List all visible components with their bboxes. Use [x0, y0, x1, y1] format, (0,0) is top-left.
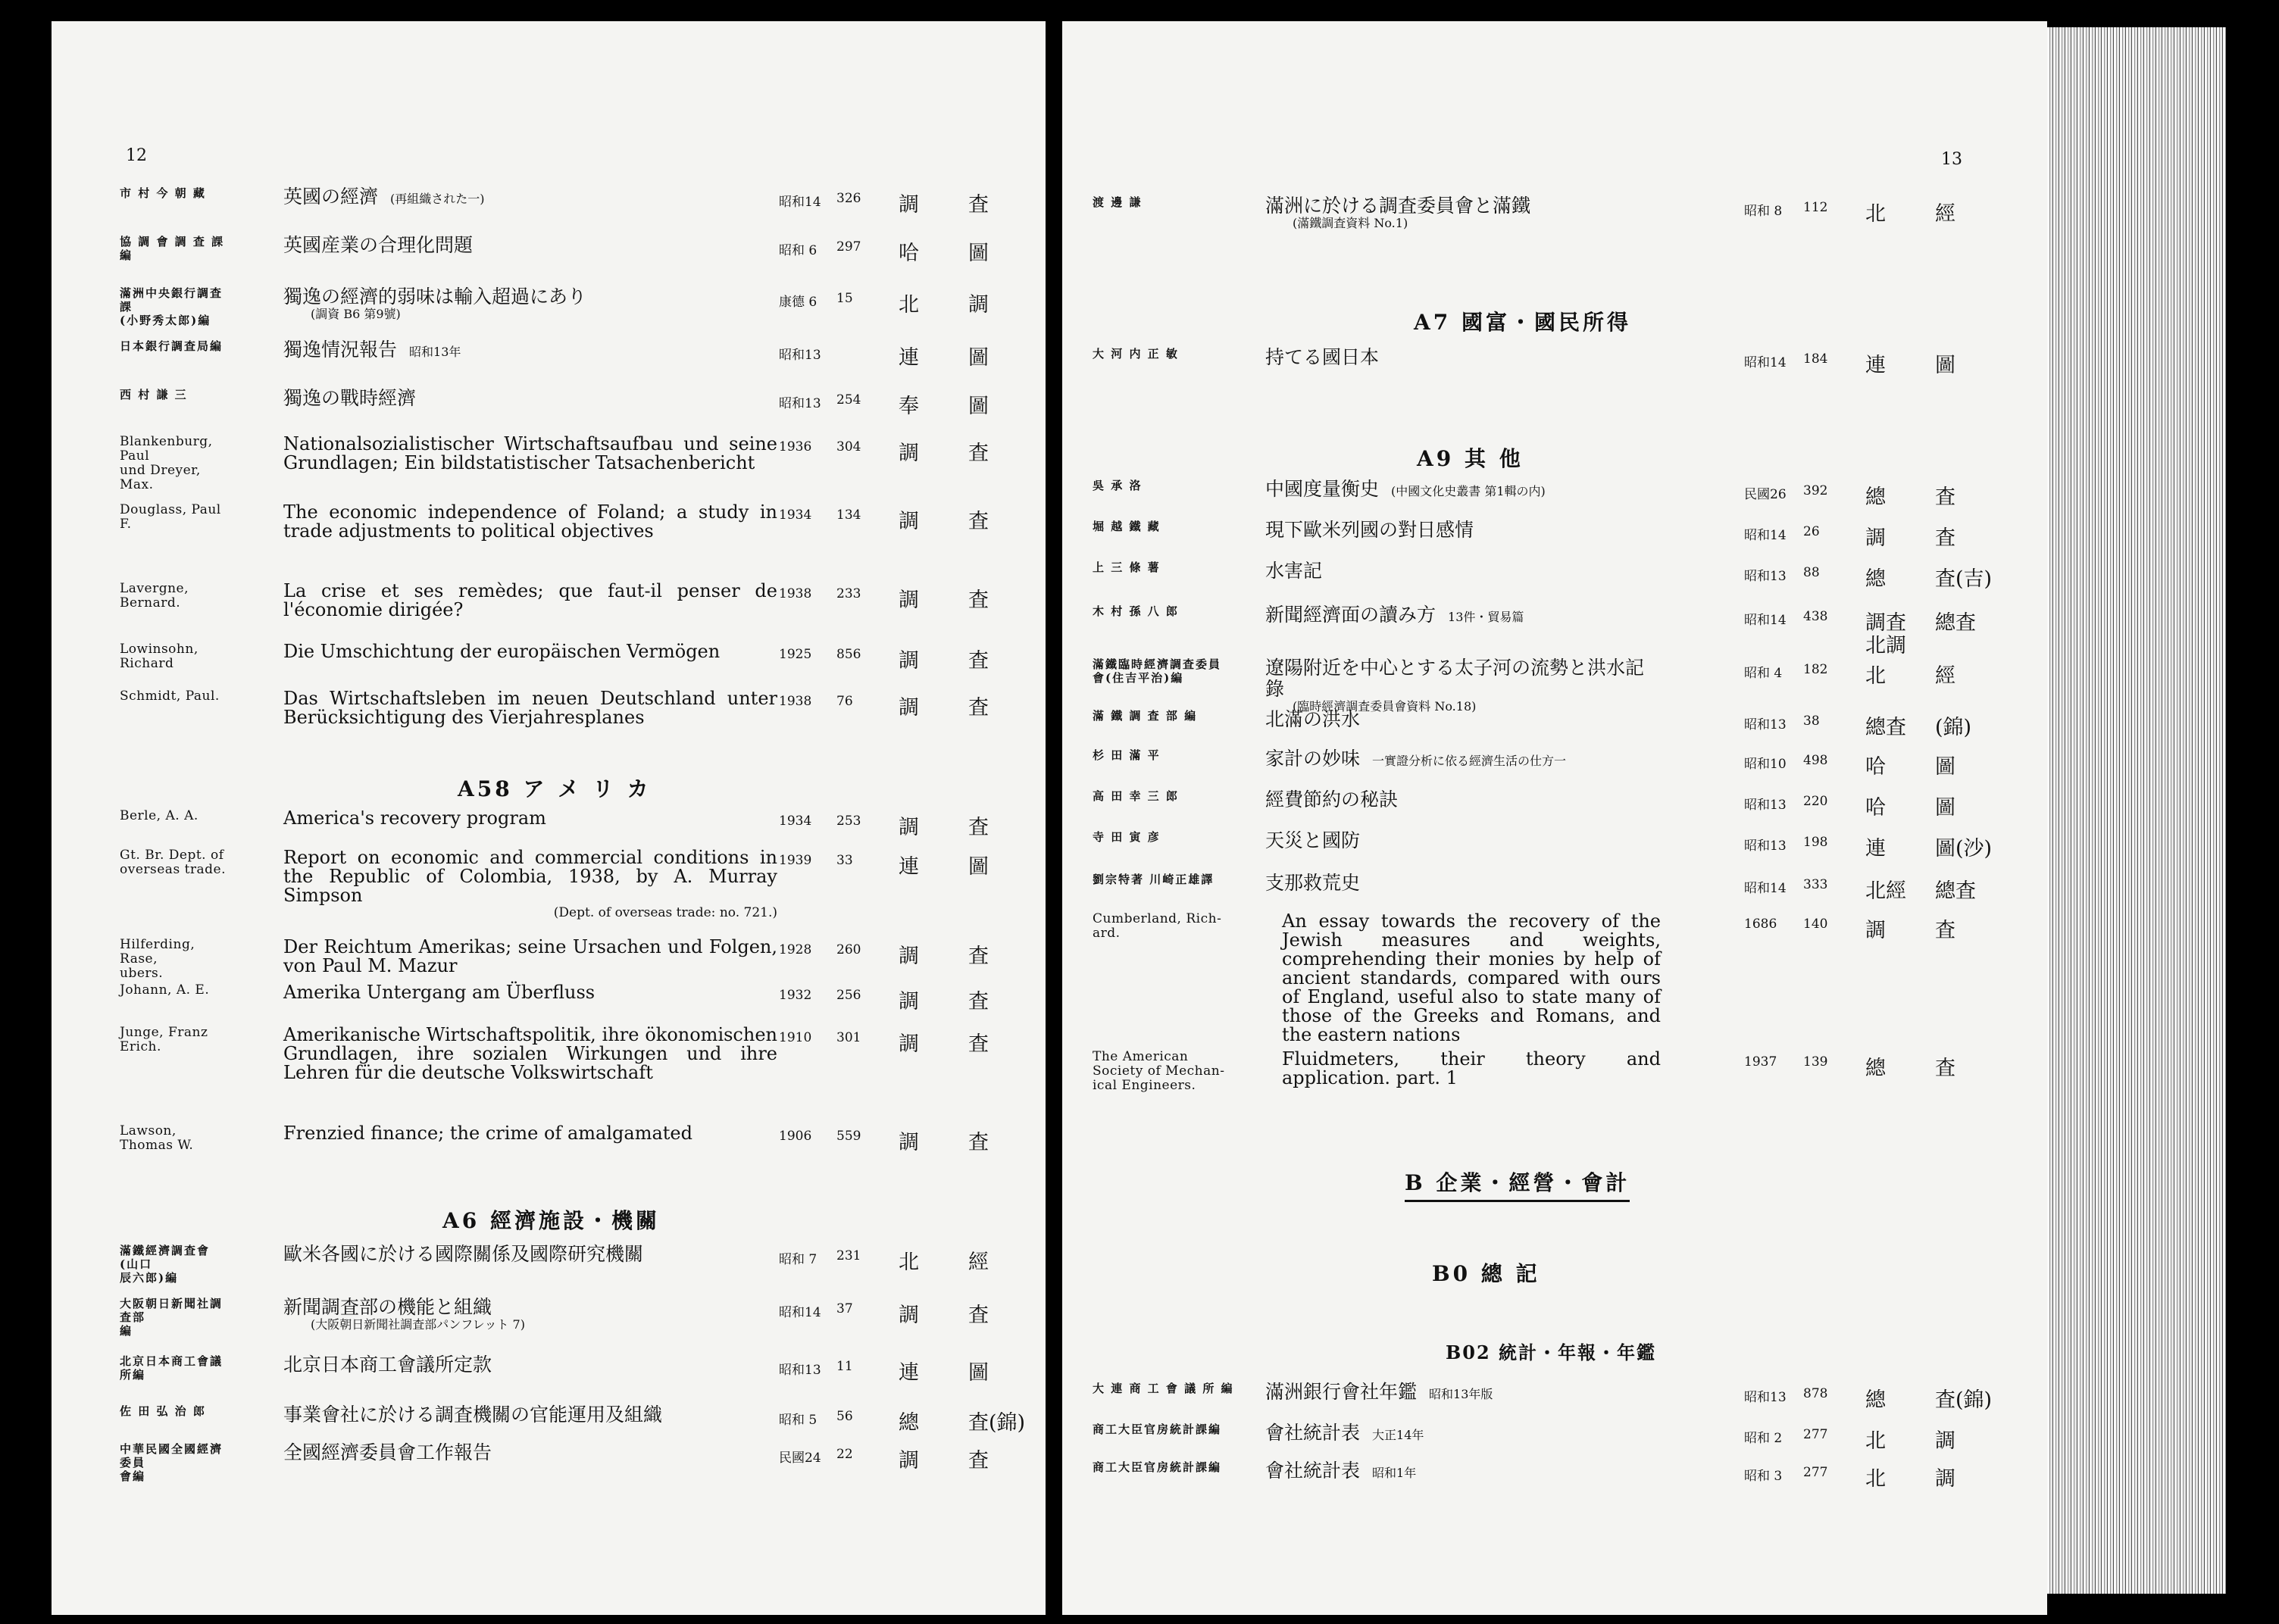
- entry-pages: 139: [1803, 1054, 1828, 1070]
- entry-title: [283, 1124, 777, 1143]
- entry-author: Blankenburg, Paul und Dreyer, Max.: [120, 434, 213, 492]
- entry-author: 滿 鐵 調 査 部 編: [1093, 709, 1198, 723]
- location-code: 經: [1935, 202, 1955, 226]
- entry-year: 昭和14: [1744, 355, 1787, 370]
- entry-title: [1282, 1050, 1661, 1088]
- location-code: 調: [899, 193, 919, 217]
- entry-title-text: Der Reichtum Amerikas; seine Ursachen und Folgen, von Paul M. Mazur: [283, 936, 777, 976]
- entry-year: 昭和13: [779, 396, 821, 411]
- entry-title-text: Amerika Untergang am Überfluss: [283, 982, 596, 1003]
- entry-title: [283, 503, 777, 541]
- entry-title-text: 水害記: [1265, 560, 1323, 582]
- entry-subtitle: (調資 B6 第9號): [311, 307, 401, 321]
- location-code: 査: [968, 1032, 989, 1056]
- entry-title-text: 新聞經濟面の讀み方: [1265, 604, 1436, 626]
- entry-note: (中國文化史叢書 第1輯の内): [1391, 484, 1546, 498]
- entry-title-text: 中國度量衡史: [1265, 478, 1380, 500]
- entry-year: 民國24: [779, 1451, 821, 1466]
- entry-title-text: 事業會社に於ける調査機關の官能運用及組織: [283, 1404, 663, 1426]
- location-code: 總: [1865, 1057, 1886, 1080]
- entry-year: 1686: [1744, 917, 1777, 932]
- entry-title: [1265, 1460, 1644, 1484]
- entry-title-text: 會社統計表: [1265, 1460, 1361, 1482]
- entry-pages: 88: [1803, 565, 1820, 580]
- entry-pages: 22: [836, 1447, 853, 1462]
- entry-author: 市 村 今 朝 藏: [120, 186, 206, 200]
- entry-title-text: America's recovery program: [283, 807, 546, 829]
- location-code: 北: [899, 293, 919, 317]
- entry-note: 一實證分析に依る經濟生活の仕方一: [1372, 754, 1567, 768]
- entry-pages: 254: [836, 392, 861, 408]
- entry-title: [1265, 479, 1644, 502]
- location-code: 圖: [968, 346, 989, 370]
- entry-year: 昭和 7: [779, 1252, 818, 1267]
- location-code: 査: [968, 816, 989, 839]
- entry-title-text: Nationalsozialistischer Wirtschaftsaufbau und seine Grundlagen; Ein bildstatistischer Tatsachenbericht: [283, 433, 777, 473]
- entry-year: 昭和13: [779, 1363, 821, 1378]
- entry-author: 大阪朝日新聞社調査部 編: [120, 1297, 224, 1338]
- entry-title-text: 天災と國防: [1265, 829, 1361, 851]
- location-code: 總: [899, 1411, 919, 1435]
- location-code: 査: [1935, 1057, 1955, 1080]
- entry-title: [283, 286, 777, 321]
- section-heading-a6: A6 經濟施設・機關: [442, 1208, 660, 1233]
- entry-pages: 559: [836, 1129, 861, 1144]
- entry-pages: 233: [836, 586, 861, 601]
- entry-year: 昭和 2: [1744, 1431, 1783, 1446]
- entry-title-text: 獨逸情況報告: [283, 339, 398, 361]
- location-code: 調: [899, 945, 919, 968]
- entry-note: 昭和13年: [409, 345, 461, 359]
- entry-title-text: 新聞調査部の機能と組織: [283, 1296, 492, 1318]
- entry-title: [1265, 789, 1644, 810]
- entry-title: [283, 1354, 777, 1376]
- entry-title-text: 全國經濟委員會工作報告: [283, 1441, 492, 1463]
- entry-title-text: 持てる國日本: [1265, 346, 1380, 368]
- entry-title: [283, 1297, 777, 1332]
- entry-pages: 56: [836, 1409, 853, 1424]
- location-code: 査: [968, 696, 989, 720]
- entry-note: 昭和13年版: [1429, 1387, 1493, 1401]
- entry-title-text: 英國産業の合理化問題: [283, 234, 474, 256]
- location-code: 調: [1865, 919, 1886, 942]
- entry-year: 昭和13: [1744, 1390, 1787, 1405]
- entry-author: 中華民國全國經濟委員 會編: [120, 1442, 224, 1483]
- entry-title: [283, 938, 777, 976]
- entry-title: [283, 186, 777, 210]
- entry-title-text: Amerikanische Wirtschaftspolitik, ihre ökonomischen Grundlagen, ihre sozialen Wirkungen und ihre Lehren für die deutsche Volkswirtschaft: [283, 1024, 777, 1083]
- entry-pages: 140: [1803, 917, 1828, 932]
- location-code: 査: [968, 510, 989, 533]
- entry-pages: 112: [1803, 200, 1828, 215]
- entry-year: 1932: [779, 988, 812, 1003]
- location-code: 北: [1865, 1429, 1886, 1453]
- entry-year: 昭和 8: [1744, 204, 1783, 219]
- entry-author: 滿鐵經濟調査會(山口 辰六郎)編: [120, 1244, 211, 1285]
- entry-pages: 301: [836, 1030, 861, 1045]
- location-code: 査: [968, 1449, 989, 1473]
- location-code: 調: [968, 293, 989, 317]
- entry-year: 昭和 5: [779, 1413, 818, 1428]
- location-code: 査: [968, 1304, 989, 1327]
- entry-year: 昭和13: [1744, 839, 1787, 854]
- entry-pages: 856: [836, 647, 861, 662]
- entry-title-text: 北滿の洪水: [1265, 708, 1361, 730]
- entry-author: 大 河 内 正 敏: [1093, 347, 1179, 361]
- entry-title: [283, 642, 777, 661]
- entry-title: [1265, 1423, 1644, 1446]
- location-code: 調: [899, 990, 919, 1013]
- entry-year: 昭和 4: [1744, 666, 1783, 681]
- entry-year: 昭和13: [1744, 569, 1787, 584]
- page-edges: [2047, 27, 2226, 1594]
- entry-pages: 33: [836, 853, 853, 868]
- location-code: 査(吉): [1935, 567, 1993, 591]
- entry-year: 昭和13: [779, 348, 821, 363]
- entry-note: 13件・貿易篇: [1448, 610, 1524, 624]
- location-code: 調: [899, 696, 919, 720]
- entry-year: 昭和 6: [779, 243, 818, 258]
- entry-author: 寺 田 寅 彦: [1093, 830, 1161, 844]
- location-code: 調: [1935, 1429, 1955, 1453]
- entry-title-text: 獨逸の戰時經濟: [283, 387, 417, 409]
- location-code: 連: [899, 346, 919, 370]
- entry-year: 昭和10: [1744, 757, 1787, 772]
- entry-title-text: 遼陽附近を中心とする太子河の流勢と洪水記錄: [1265, 657, 1645, 700]
- entry-year: 康德 6: [779, 295, 818, 310]
- entry-title: [1265, 873, 1644, 894]
- location-code: 調: [1935, 1467, 1955, 1491]
- entry-author: 上 三 條 薯: [1093, 561, 1161, 574]
- entry-author: 商工大臣官房統計課編: [1093, 1460, 1222, 1474]
- entry-pages: 498: [1803, 753, 1828, 768]
- entry-title: [1265, 657, 1644, 714]
- location-code: 圖: [1935, 354, 1955, 377]
- location-code: 調: [899, 1131, 919, 1154]
- entry-author: Berle, A. A.: [120, 808, 199, 823]
- location-code: 査: [1935, 486, 1955, 509]
- entry-title-text: 現下歐米列國の對日感情: [1265, 519, 1474, 541]
- location-code: 査: [1935, 919, 1955, 942]
- entry-pages: 438: [1803, 609, 1828, 624]
- entry-author: Johann, A. E.: [120, 982, 210, 998]
- page-number: 12: [126, 146, 147, 165]
- entry-author: 劉宗特著 川崎正雄譯: [1093, 873, 1215, 886]
- entry-pages: 277: [1803, 1427, 1828, 1442]
- entry-title-text: Fluidmeters, their theory and application. part. 1: [1282, 1048, 1661, 1088]
- entry-pages: 184: [1803, 351, 1828, 367]
- entry-title: [1282, 912, 1661, 1045]
- right-page: [1062, 21, 2047, 1615]
- entry-title: [283, 848, 777, 920]
- location-code: (錦): [1935, 716, 1972, 739]
- entry-title: [1265, 1382, 1644, 1405]
- location-code: 北: [1865, 664, 1886, 688]
- location-code: 連: [899, 1361, 919, 1385]
- entry-year: 1934: [779, 508, 812, 523]
- entry-title: [1265, 561, 1644, 582]
- entry-pages: 134: [836, 508, 861, 523]
- entry-year: 昭和13: [1744, 798, 1787, 813]
- location-code: 哈: [1865, 796, 1886, 820]
- entry-author: 滿洲中央銀行調査課 (小野秀太郎)編: [120, 286, 224, 327]
- location-code: 圖: [968, 395, 989, 418]
- entry-title-text: 北京日本商工會議所定款: [283, 1354, 492, 1376]
- entry-subtitle: (Dept. of overseas trade: no. 721.): [553, 905, 777, 920]
- entry-title-text: La crise et ses remèdes; que faut-il penser de l'économie dirigée?: [283, 580, 777, 620]
- location-code: 哈: [899, 242, 919, 265]
- entry-year: 1906: [779, 1129, 812, 1144]
- location-code: 圖: [968, 242, 989, 265]
- entry-year: 1939: [779, 853, 812, 868]
- location-code: 査: [968, 945, 989, 968]
- entry-author: Douglass, Paul F.: [120, 502, 221, 532]
- location-code: 査: [968, 990, 989, 1013]
- entry-pages: 277: [1803, 1465, 1828, 1480]
- location-code: 査: [968, 649, 989, 673]
- entry-title: [1265, 195, 1644, 230]
- entry-title: [283, 388, 777, 409]
- entry-title-text: 經費節約の秘訣: [1265, 789, 1399, 810]
- entry-pages: 220: [1803, 794, 1828, 809]
- entry-pages: 38: [1803, 714, 1820, 729]
- location-code: 總: [1865, 1388, 1886, 1412]
- location-code: 北經: [1865, 879, 1906, 903]
- location-code: 査: [1935, 526, 1955, 550]
- entry-year: 1934: [779, 814, 812, 829]
- entry-year: 昭和13: [1744, 717, 1787, 732]
- entry-title: [283, 1244, 777, 1265]
- entry-note: 昭和1年: [1372, 1466, 1417, 1480]
- entry-author: 商工大臣官房統計課編: [1093, 1423, 1222, 1436]
- entry-title-text: Die Umschichtung der europäischen Vermögen: [283, 641, 721, 662]
- entry-title: [283, 809, 777, 828]
- section-heading-b0: B0 總 記: [1432, 1261, 1540, 1286]
- location-code: 査(錦): [1935, 1388, 1993, 1412]
- location-code: 査: [968, 442, 989, 465]
- entry-title-text: The economic independence of Foland; a study in trade adjustments to political objectives: [283, 501, 777, 542]
- location-code: 査: [968, 1131, 989, 1154]
- section-heading-a58: A58 ア メ リ カ: [458, 776, 652, 801]
- location-code: 北: [1865, 202, 1886, 226]
- entry-author: 吳 承 洛: [1093, 479, 1143, 492]
- entry-year: 1925: [779, 647, 812, 662]
- location-code: 調: [899, 1449, 919, 1473]
- entry-title: [283, 689, 777, 727]
- entry-title: [283, 435, 777, 473]
- entry-title-text: An essay towards the recovery of the Jewish measures and weights, comprehending their monies by help of ancient standards, compared with ours of England, useful also to state many of those of the Greeks and Romans, and the eastern nations: [1282, 910, 1661, 1045]
- entry-title: [1265, 709, 1644, 730]
- left-page: [52, 21, 1046, 1615]
- entry-year: 昭和14: [1744, 528, 1787, 543]
- entry-pages: 37: [836, 1301, 853, 1316]
- entry-author: Lowinsohn, Richard: [120, 642, 199, 671]
- location-code: 連: [1865, 354, 1886, 377]
- entry-title: [1265, 520, 1644, 541]
- entry-author: 渡 邊 謙: [1093, 195, 1143, 209]
- entry-title-text: 滿洲に於ける調査委員會と滿鐵: [1265, 195, 1531, 217]
- entry-pages: 326: [836, 191, 861, 206]
- entry-author: 木 村 孫 八 郎: [1093, 604, 1179, 618]
- page-number: 13: [1941, 150, 1962, 169]
- entry-author: 滿鐵臨時經濟調査委員 會(住吉平治)編: [1093, 657, 1222, 685]
- entry-year: 1928: [779, 942, 812, 957]
- entry-year: 昭和14: [779, 1305, 821, 1320]
- location-code: 哈: [1865, 755, 1886, 779]
- location-code: 北調: [1865, 634, 1906, 657]
- location-code: 査(錦): [968, 1411, 1026, 1435]
- entry-title: [1265, 830, 1644, 851]
- location-code: 査: [968, 193, 989, 217]
- entry-author: Junge, Franz Erich.: [120, 1025, 208, 1054]
- entry-author: 大 連 商 工 會 議 所 編: [1093, 1382, 1234, 1395]
- location-code: 調: [899, 816, 919, 839]
- entry-pages: 11: [836, 1359, 853, 1374]
- entry-author: 高 田 幸 三 郎: [1093, 789, 1179, 803]
- entry-title: [283, 235, 777, 256]
- entry-year: 1938: [779, 586, 812, 601]
- entry-title-text: 英國の經濟: [283, 186, 379, 208]
- entry-author: 佐 田 弘 治 郎: [120, 1404, 206, 1418]
- entry-author: 杉 田 滿 平: [1093, 748, 1161, 762]
- location-code: 圖: [968, 1361, 989, 1385]
- location-code: 奉: [899, 395, 919, 418]
- entry-title: [1265, 347, 1644, 368]
- entry-title-text: Report on economic and commercial conditions in the Republic of Colombia, 1938, by A. Murray Simpson: [283, 847, 777, 906]
- location-code: 經: [1935, 664, 1955, 688]
- entry-title-text: 歐米各國に於ける國際關係及國際研究機關: [283, 1243, 644, 1265]
- entry-pages: 253: [836, 814, 861, 829]
- location-code: 總: [1865, 486, 1886, 509]
- entry-author: Gt. Br. Dept. of overseas trade.: [120, 848, 227, 877]
- entry-title-text: 獨逸の經濟的弱味は輸入超過にあり: [283, 286, 587, 308]
- entry-year: 昭和14: [779, 195, 821, 210]
- section-heading-a9: A9 其 他: [1417, 446, 1524, 471]
- entry-subtitle: (滿鐵調査資料 No.1): [1293, 216, 1408, 230]
- location-code: 總査: [1865, 716, 1906, 739]
- entry-year: 民國26: [1744, 487, 1787, 502]
- entry-pages: 333: [1803, 877, 1828, 892]
- entry-subtitle: (臨時經濟調査委員會資料 No.18): [1293, 699, 1477, 714]
- entry-title: [283, 1026, 777, 1082]
- entry-pages: 182: [1803, 662, 1828, 677]
- location-code: 調: [899, 442, 919, 465]
- location-code: 總査: [1935, 611, 1976, 635]
- entry-year: 昭和14: [1744, 881, 1787, 896]
- entry-title-text: Frenzied finance; the crime of amalgamated: [283, 1123, 692, 1144]
- location-code: 調: [899, 649, 919, 673]
- entry-pages: 260: [836, 942, 861, 957]
- location-code: 連: [1865, 837, 1886, 860]
- entry-title-text: 滿洲銀行會社年鑑: [1265, 1381, 1418, 1403]
- entry-year: 昭和14: [1744, 613, 1787, 628]
- entry-author: 協 調 會 調 査 課 編: [120, 235, 225, 262]
- entry-pages: 26: [1803, 524, 1820, 539]
- entry-note: (再組織された一): [390, 192, 485, 206]
- entry-year: 1936: [779, 439, 812, 454]
- entry-year: 1938: [779, 694, 812, 709]
- entry-author: 西 村 謙 三: [120, 388, 188, 401]
- entry-pages: 304: [836, 439, 861, 454]
- entry-title: [283, 1404, 777, 1426]
- section-heading-b02: B02 統計・年報・年鑑: [1446, 1341, 1657, 1363]
- entry-note: 大正14年: [1372, 1428, 1424, 1442]
- entry-pages: 76: [836, 694, 853, 709]
- entry-title-text: 家計の妙味: [1265, 748, 1361, 770]
- entry-author: The American Society of Mechan- ical Engineers.: [1093, 1049, 1225, 1093]
- entry-title: [283, 983, 777, 1002]
- location-code: 圖: [1935, 796, 1955, 820]
- entry-year: 1937: [1744, 1054, 1777, 1070]
- entry-title-text: Das Wirtschaftsleben im neuen Deutschland unter Berücksichtigung des Vierjahresplanes: [283, 688, 777, 728]
- entry-year: 昭和 3: [1744, 1469, 1783, 1484]
- location-code: 經: [968, 1251, 989, 1274]
- entry-subtitle: (大阪朝日新聞社調査部パンフレット 7): [311, 1317, 525, 1332]
- entry-author: Schmidt, Paul.: [120, 689, 220, 704]
- entry-title: [283, 339, 777, 363]
- entry-author: Lawson, Thomas W.: [120, 1123, 194, 1153]
- location-code: 北: [899, 1251, 919, 1274]
- entry-author: 日本銀行調査局編: [120, 339, 224, 353]
- section-heading-b: B 企業・經營・會計: [1405, 1166, 1630, 1202]
- location-code: 北: [1865, 1467, 1886, 1491]
- entry-pages: 198: [1803, 835, 1828, 850]
- entry-author: 北京日本商工會議所編: [120, 1354, 224, 1382]
- entry-pages: 392: [1803, 483, 1828, 498]
- location-code: 總: [1865, 567, 1886, 591]
- entry-pages: 297: [836, 239, 861, 255]
- entry-title: [1265, 604, 1644, 628]
- location-code: 調査: [1865, 611, 1906, 635]
- entry-pages: 231: [836, 1248, 861, 1263]
- location-code: 調: [1865, 526, 1886, 550]
- entry-title-text: 支那救荒史: [1265, 872, 1361, 894]
- location-code: 總査: [1935, 879, 1976, 903]
- location-code: 圖: [968, 855, 989, 879]
- entry-pages: 15: [836, 291, 853, 306]
- location-code: 調: [899, 589, 919, 612]
- location-code: 査: [968, 589, 989, 612]
- section-heading-a7: A7 國富・國民所得: [1414, 310, 1631, 335]
- entry-author: Lavergne, Bernard.: [120, 581, 189, 611]
- entry-pages: 256: [836, 988, 861, 1003]
- entry-title: [283, 1442, 777, 1463]
- entry-year: 1910: [779, 1030, 812, 1045]
- location-code: 調: [899, 1032, 919, 1056]
- location-code: 圖: [1935, 755, 1955, 779]
- entry-author: 堀 越 鐵 藏: [1093, 520, 1161, 533]
- location-code: 連: [899, 855, 919, 879]
- entry-pages: 878: [1803, 1386, 1828, 1401]
- location-code: 調: [899, 1304, 919, 1327]
- location-code: 調: [899, 510, 919, 533]
- entry-title: [1265, 748, 1644, 772]
- entry-title: [283, 582, 777, 620]
- entry-author: Cumberland, Rich- ard.: [1093, 911, 1222, 941]
- entry-title-text: 會社統計表: [1265, 1422, 1361, 1444]
- entry-author: Hilferding, Rase, ubers.: [120, 937, 195, 981]
- location-code: 圖(沙): [1935, 837, 1993, 860]
